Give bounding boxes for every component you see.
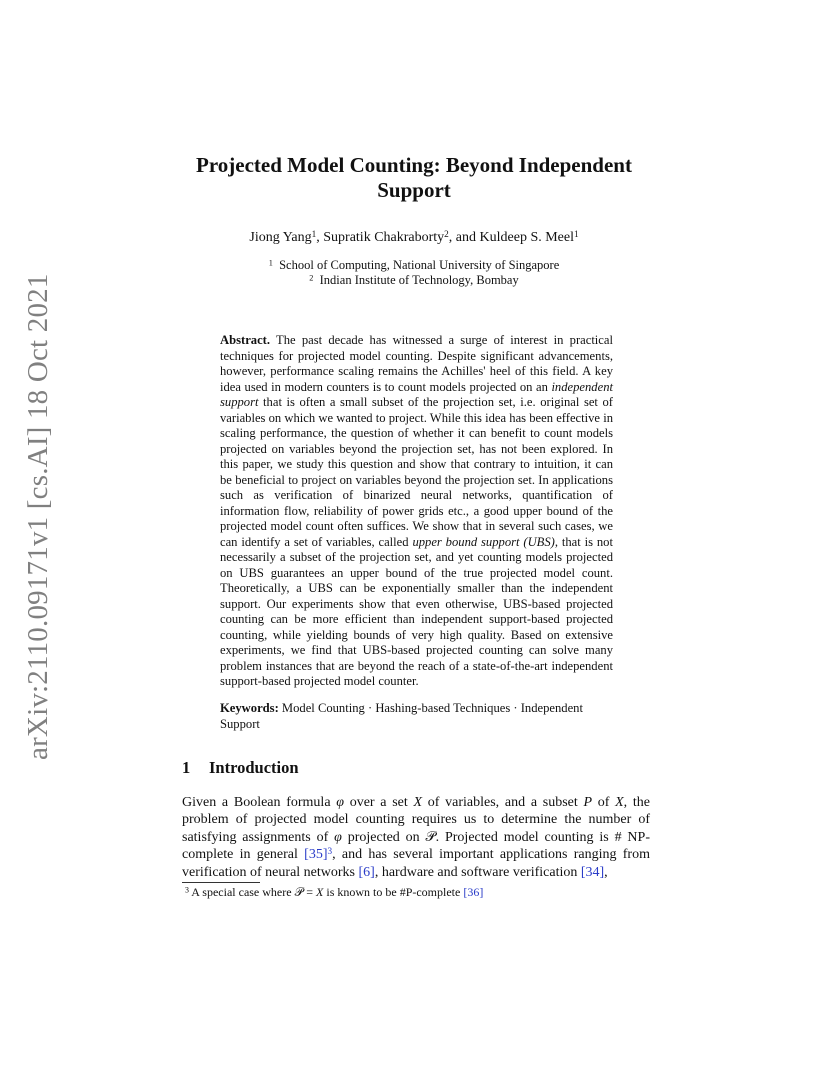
affiliation-text: Indian Institute of Technology, Bombay (319, 273, 519, 287)
intro-text: , the problem of projected model counting requires us to determine the number of satisfying assignments of (182, 795, 650, 845)
affiliations (150, 258, 678, 288)
author-name: Kuldeep S. Meel (479, 230, 574, 245)
section-number: 1 (182, 758, 191, 777)
keywords-text: Model Counting · Hashing-based Techniques · Independent Support (220, 701, 583, 731)
author-name: Supratik Chakraborty (323, 230, 445, 245)
author-affiliation-mark: 1 (574, 228, 579, 239)
intro-text: over a set (344, 795, 414, 810)
abstract-text: , that is not necessarily a subset of the projection set, and yet counting models projected on UBS guarantees an upper bound of the true projected model count. Theoretically, a UBS can be exponentially smaller than the independent support. Our experiments show that even otherwise, UBS-based projected counting can be more efficient than independent support-based projected counting, while yielding bounds of very high quality. Based on extensive experiments, we find that UBS-based projected counting can solve many problem instances that are beyond the reach of a state-of-the-art independent support-based projected model counter. (220, 534, 613, 688)
math-symbol: 𝒫 (294, 885, 304, 899)
author-affiliation-mark: 1 (311, 228, 317, 239)
abstract-emphasis: upper bound support (UBS) (412, 534, 555, 549)
keywords (220, 701, 613, 732)
intro-text: , (604, 864, 608, 880)
abstract-label: Abstract. (220, 333, 271, 347)
citation-link[interactable]: [35] (304, 847, 328, 863)
math-symbol: P (583, 795, 593, 810)
keywords-label: Keywords: (220, 701, 279, 715)
abstract (220, 333, 613, 690)
intro-text: . Projected model counting is # NP-complete in general (182, 829, 650, 863)
footnote-link[interactable]: 3 (327, 846, 333, 857)
math-symbol: φ (334, 829, 342, 845)
abstract-text: that is often a small subset of the projection set, i.e. original set of variables on which we wanted to project. While this idea has been effective in scaling performance, the question of whether it can benefit to count models projected on variables beyond the projection set, has not been explored. In this paper, we study this question and show that contrary to intuition, it can be beneficial to project on variables beyond the projection set. In applications such as verification of binarized neural networks, quantification of information flow, reliability of power grids etc., a good upper bound of the projected model count often suffices. We show that in several such cases, we can identify a set of variables, called (220, 395, 613, 549)
math-symbol: X (316, 885, 324, 899)
author-affiliation-mark: 2 (444, 228, 449, 239)
arxiv-identifier: arXiv:2110.09171v1 [cs.AI] 18 Oct 2021 (22, 273, 54, 760)
footnote (185, 885, 483, 900)
section-heading (182, 758, 299, 778)
author-name: Jiong Yang (249, 230, 312, 245)
section-title: Introduction (209, 758, 299, 777)
math-symbol: X (615, 795, 624, 810)
math-symbol: 𝒫 (425, 829, 436, 845)
intro-text: of variables, and a subset (422, 795, 584, 810)
author-separator: , and (448, 230, 480, 245)
math-symbol: φ (336, 795, 344, 810)
abstract-emphasis: independent support (220, 379, 613, 409)
title-line-1: Projected Model Counting: Beyond Independent (196, 153, 632, 177)
author-list (150, 230, 678, 246)
footnote-rule (182, 882, 260, 883)
math-symbol: X (413, 795, 423, 810)
affiliation-line (150, 258, 678, 273)
citation-link[interactable]: [34] (580, 864, 605, 880)
footnote-number: 3 (185, 885, 189, 895)
footnote-text: is known to be #P-complete (323, 885, 464, 899)
abstract-text: The past decade has witnessed a surge of interest in practical techniques for projected model counting. Despite significant advancements, however, performance scaling remains the Achilles' heel of this field. A key idea used in modern counters is to count models projected on an (220, 333, 613, 394)
title-line-2: Support (377, 178, 451, 202)
footnote-text: A special case where (188, 885, 295, 899)
footnote-text: = (303, 885, 317, 899)
intro-text: of (592, 795, 616, 810)
affiliation-number: 2 (309, 273, 314, 283)
intro-paragraph (182, 794, 650, 881)
paper-title (150, 153, 678, 203)
affiliation-number: 1 (268, 258, 273, 268)
intro-text: , hardware and software verification (374, 864, 581, 880)
intro-text: , and has several important applications ranging from verification of neural networks (182, 847, 650, 880)
intro-text: Given a Boolean formula (182, 795, 337, 810)
author-separator: , (316, 230, 324, 245)
affiliation-line (150, 273, 678, 288)
intro-text: projected on (341, 829, 426, 845)
affiliation-text: School of Computing, National University of Singapore (279, 258, 560, 272)
citation-link[interactable]: [6] (358, 864, 375, 880)
citation-link[interactable]: [36] (463, 885, 484, 899)
